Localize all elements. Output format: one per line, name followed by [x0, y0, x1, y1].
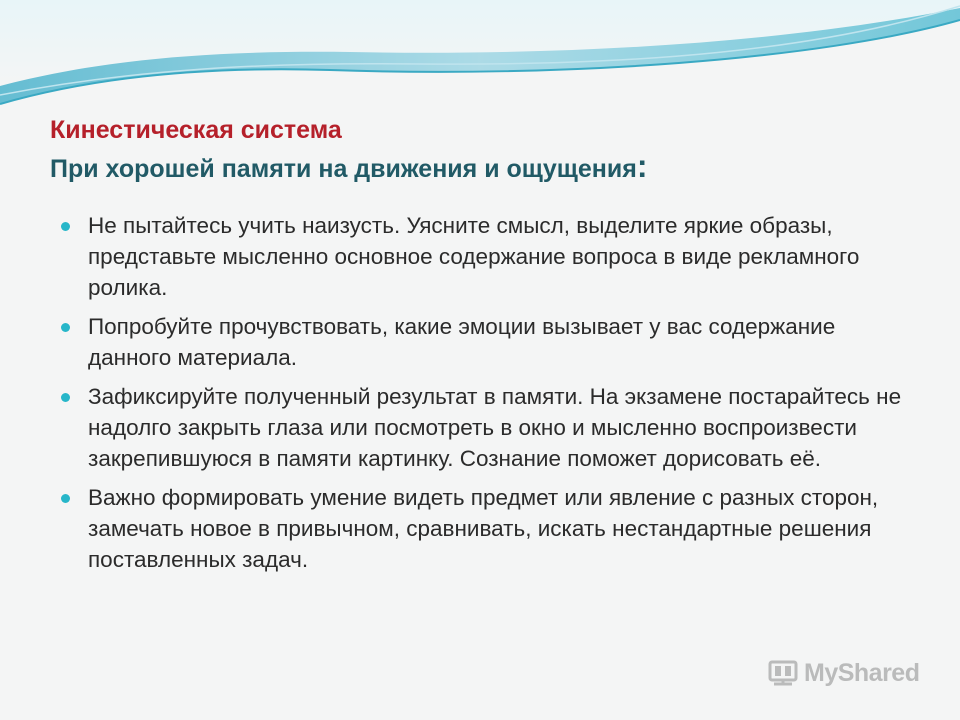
bullet-text: Не пытайтесь учить наизусть. Уясните смысл, выделите яркие образы, представьте мысленно основное содержание вопроса в виде рекламного ролика.	[88, 213, 860, 300]
bullet-dot-icon	[61, 323, 70, 332]
title-colon: :	[636, 148, 648, 184]
watermark-text: MyShared	[804, 658, 920, 687]
bullet-dot-icon	[61, 494, 70, 503]
myshared-watermark	[766, 656, 919, 690]
decorative-wave-header	[0, 0, 960, 120]
bullet-dot-icon	[61, 222, 70, 231]
myshared-logo-icon	[766, 656, 800, 690]
bullet-text: Зафиксируйте полученный результат в памяти. На экзамене постарайтесь не надолго закрыть глаза или посмотреть в окно и мысленно воспроизвести закрепившуюся в памяти картинку. Сознание поможет дорисовать её.	[88, 384, 902, 471]
bullet-item	[58, 210, 918, 303]
bullet-text: Попробуйте прочувствовать, какие эмоции вызывает у вас содержание данного материала.	[88, 314, 836, 370]
bullet-dot-icon	[61, 393, 70, 402]
title-subheading-text: При хорошей памяти на движения и ощущения	[50, 155, 637, 183]
bullet-list	[58, 210, 918, 583]
title-subheading	[50, 148, 930, 187]
bullet-item	[58, 381, 918, 474]
bullet-item	[58, 482, 918, 575]
bullet-text: Важно формировать умение видеть предмет или явление с разных сторон, замечать новое в привычном, сравнивать, искать нестандартные решения поставленных задач.	[88, 485, 879, 572]
title-heading: Кинестическая система	[50, 116, 342, 144]
slide-title	[50, 112, 930, 187]
bullet-item	[58, 311, 918, 373]
